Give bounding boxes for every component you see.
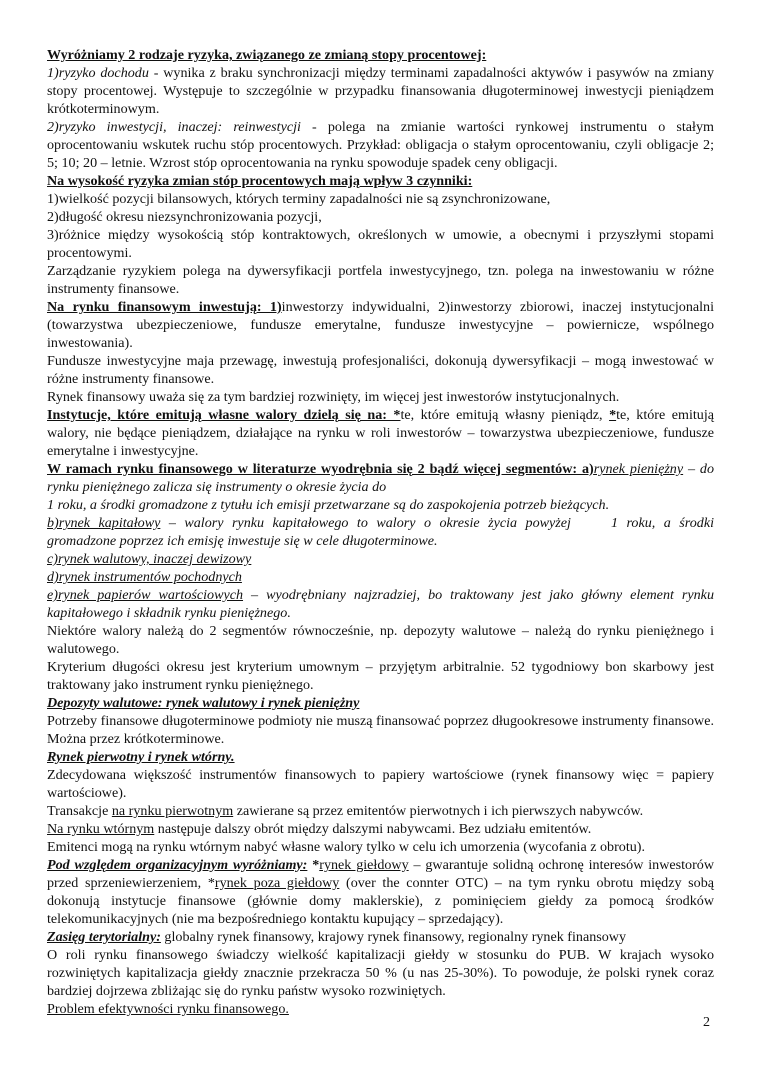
- paragraph-risk-management: Zarządzanie ryzykiem polega na dywersyfikacji portfela inwestycyjnego, tzn. polega na inwestowaniu w różne instrumenty finansowe.: [47, 263, 714, 297]
- paragraph-developed-market: Rynek finansowy uważa się za tym bardziej rozwinięty, im więcej jest inwestorów instytucjonalnych.: [47, 389, 620, 405]
- paragraph-secondary-market: Na rynku wtórnym następuje dalszy obrót między dalszymi nabywcami. Bez udziału emitentów.: [47, 821, 592, 837]
- paragraph-securities-majority: Zdecydowana większość instrumentów finansowych to papiery wartościowe (rynek finansowy więc = papiery wartościowe).: [47, 767, 714, 801]
- paragraph-money-market-cont: 1 roku, a środki gromadzone z tytułu ich emisji przetwarzane są do zaspokojenia potrzeb bieżących.: [47, 497, 610, 513]
- segment-derivatives-market: d)rynek instrumentów pochodnych: [47, 569, 242, 585]
- paragraph-long-term-needs: Potrzeby finansowe długoterminowe podmioty nie muszą finansować poprzez długookresowe instrumenty finansowe. Można przez krótkoterminowe.: [47, 713, 714, 747]
- paragraph-capital-market: b)rynek kapitałowy – walory rynku kapitałowego to walory o okresie życia powyżej 1 roku, a środki gromadzone poprzez ich emisję inwestuje się w cele długoterminowe.: [47, 515, 714, 549]
- paragraph-primary-market: Transakcje na rynku pierwotnym zawierane są przez emitentów pierwotnych i ich pierwszych nabywców.: [47, 803, 644, 819]
- heading-three-factors: Na wysokość ryzyka zmian stóp procentowych mają wpływ 3 czynniki:: [47, 173, 473, 189]
- segment-currency-market: c)rynek walutowy, inaczej dewizowy: [47, 551, 252, 567]
- heading-primary-secondary: Rynek pierwotny i rynek wtórny.: [47, 749, 235, 765]
- factor-2: 2)długość okresu niezsynchronizowania pozycji,: [47, 209, 322, 225]
- segment-securities-market: e)rynek papierów wartościowych – wyodrębniany najzradziej, bo traktowany jest jako główny element rynku kapitałowego i składnik rynku pieniężnego.: [47, 587, 714, 621]
- paragraph-issuing-institutions: Instytucje, które emitują własne walory dzielą się na: *te, które emitują własny pieniądz, *te, które emitują walory, nie będące pieniądzem, działające na rynku w roli inwestorów – towarzystwa ubezpieczeniowe, fundusze emerytalne i inwestycyjne.: [47, 407, 715, 459]
- factor-3: 3)różnice między wysokością stóp kontraktowych, określonych w umowie, a obecnymi i przyszłymi stopami procentowymi.: [47, 227, 714, 261]
- paragraph-investors: Na rynku finansowym inwestują: 1)inwestorzy indywidualni, 2)inwestorzy zbiorowi, inaczej instytucjonalni (towarzystwa ubezpieczeniowe, fundusze emerytalne, fundusze inwestycyjne – powiernicze, wspólnego inwestowania).: [47, 299, 715, 351]
- paragraph-market-segments: W ramach rynku finansowego w literaturze wyodrębnia się 2 bądź więcej segmentów: a)rynek pieniężny – do rynku pieniężnego zalicza się instrumenty o okresie życia do: [47, 461, 715, 495]
- factor-1: 1)wielkość pozycji bilansowych, których terminy zapadalności nie są zsynchronizowane,: [47, 191, 551, 207]
- paragraph-organizational: Pod względem organizacyjnym wyróżniamy: *rynek giełdowy – gwarantuje solidną ochronę interesów inwestorów przed sprzeniewierzeniem, *rynek poza giełdowy (over the connter OTC) – na tym rynku obrotu między sobą dokonują instytucje finansowe (głównie domy maklerskie), z pominięciem giełdy za pomocą środków telekomunikacyjnych (nie ma bezpośredniego kontaktu kupujący – sprzedający).: [47, 857, 714, 927]
- paragraph-investment-funds: Fundusze inwestycyjne maja przewagę, inwestują profesjonaliści, dokonują dywersyfikacji – mogą inwestować w różne instrumenty finansowe.: [47, 353, 714, 387]
- paragraph-market-role: O roli rynku finansowego świadczy wielkość kapitalizacji giełdy w stosunku do PUB. W krajach wysoko rozwiniętych kapitalizacja giełdy znacznie przekracza 50 % (u nas 25-30%). To powoduje, że polski rynek coraz bardziej dojrzewa zbliżając się do rynku państw wysoko rozwiniętych.: [47, 947, 714, 999]
- heading-market-efficiency: Problem efektywności rynku finansowego.: [47, 1001, 289, 1017]
- paragraph-two-segments: Niektóre walory należą do 2 segmentów równocześnie, np. depozyty walutowe – należą do rynku pieniężnego i walutowego.: [47, 623, 714, 657]
- paragraph-territorial: Zasięg terytorialny: globalny rynek finansowy, krajowy rynek finansowy, regionalny rynek finansowy: [47, 929, 627, 945]
- paragraph-length-criterion: Kryterium długości okresu jest kryterium umownym – przyjętym arbitralnie. 52 tygodniowy bon skarbowy jest traktowany jako instrument rynku pieniężnego.: [47, 659, 714, 693]
- paragraph-redemption: Emitenci mogą na rynku wtórnym nabyć własne walory tylko w celu ich umorzenia (wycofania z obrotu).: [47, 839, 646, 855]
- heading-rate-risk-types: Wyróżniamy 2 rodzaje ryzyka, związanego ze zmianą stopy procentowej:: [47, 47, 487, 63]
- paragraph-reinvestment-risk: 2)ryzyko inwestycji, inaczej: reinwestycji - polega na zmianie wartości rynkowej instrumentu o stałym oprocentowaniu wskutek ruchu stóp procentowych. Przykład: obligacja o stałym oprocentowaniu, czyli obligacje 2; 5; 10; 20 – letnie. Wzrost stóp oprocentowania na rynku spowoduje spadek ceny obligacji.: [47, 119, 714, 171]
- page-number: 2: [703, 1014, 711, 1030]
- heading-currency-deposits: Depozyty walutowe: rynek walutowy i rynek pieniężny: [47, 695, 360, 711]
- paragraph-income-risk: 1)ryzyko dochodu - wynika z braku synchronizacji między terminami zapadalności aktywów i pasywów na zmiany stopy procentowej. Występuje to szczególnie w przypadku finansowania długoterminowej inwestycji pieniądzem krótkoterminowym.: [47, 65, 714, 117]
- document-page: [47, 46, 714, 1018]
